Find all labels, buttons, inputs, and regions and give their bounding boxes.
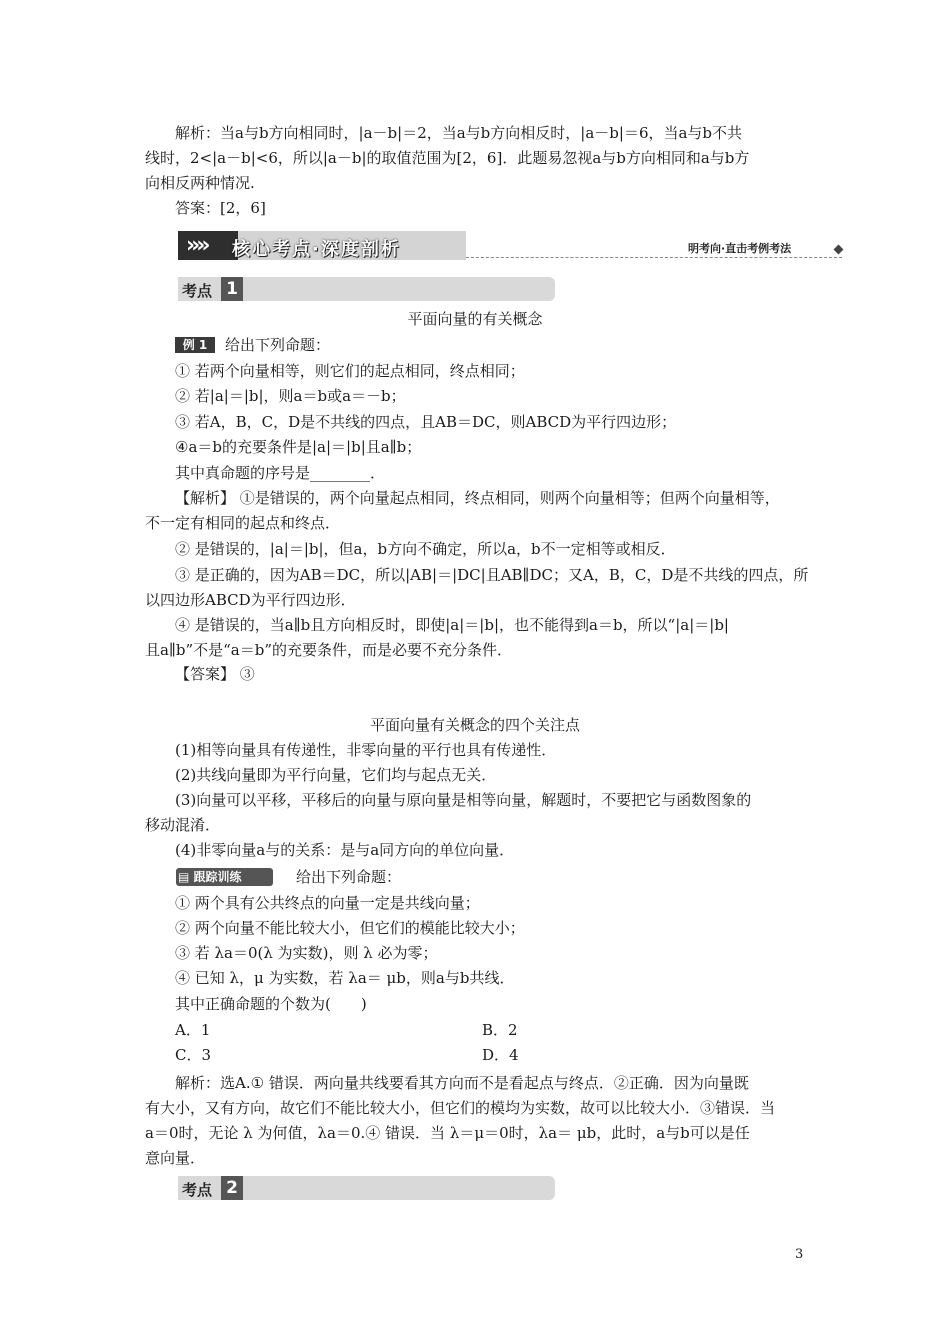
analysis-line: ② 是错误的，|a|＝|b|，但a，b方向不确定，所以a，b不一定相等或相反． (175, 540, 676, 558)
question: 其中真命题的序号是________． (175, 464, 386, 482)
option-d: D．4 (482, 1046, 519, 1064)
analysis-line: 【解析】 ①是错误的，两个向量起点相同，终点相同，则两个向量相等；但两个向量相等， (175, 489, 780, 507)
question: 其中正确命题的个数为( ) (175, 995, 367, 1013)
proposition: ② 若|a|＝|b|，则a＝b或a＝－b； (175, 387, 406, 405)
analysis-line: ④ 是错误的，当a∥b且方向相反时，即使|a|＝|b|，也不能得到a＝b，所以“|a|＝|b| (175, 616, 729, 634)
analysis-line: 不一定有相同的起点和终点． (145, 514, 341, 532)
option-c: C．3 (175, 1046, 212, 1064)
analysis-line: 以四边形ABCD为平行四边形． (145, 591, 356, 609)
training-badge (176, 868, 273, 886)
intro-line: 解析：当a与b方向相同时，|a－b|＝2，当a与b方向相反时，|a－b|＝6，当a与b不共 (175, 124, 743, 142)
diamond-icon (834, 245, 844, 255)
proposition: ② 两个向量不能比较大小，但它们的模能比较大小； (175, 919, 525, 937)
training-label: 跟踪训练 (193, 870, 242, 884)
note-item: (2)共线向量即为平行向量，它们均与起点无关． (175, 766, 497, 784)
proposition: ③ 若 λa＝0(λ 为实数)，则 λ 必为零； (175, 944, 438, 962)
proposition: ④ 已知 λ，μ 为实数，若 λa＝ μb，则a与b共线． (175, 969, 515, 987)
example-badge: 例 1 (175, 337, 215, 353)
page-number: 3 (795, 1247, 804, 1262)
example-intro: 给出下列命题： (225, 336, 331, 354)
intro-line: 线时，2<|a－b|<6，所以|a－b|的取值范围为[2，6]．此题易忽视a与b方向相同和a与b方 (145, 149, 750, 167)
section-label: 考点 (182, 282, 213, 300)
dotted-divider (466, 257, 842, 258)
note-item: (4)非零向量a与的关系：是与a同方向的单位向量． (175, 841, 515, 859)
proposition: ④a＝b的充要条件是|a|＝|b|且a∥b； (175, 438, 422, 456)
proposition: ③ 若A，B，C，D是不共线的四点，且AB＝DC，则ABCD为平行四边形； (175, 413, 677, 431)
banner-subtitle: 明考向·直击考例考法 (688, 242, 792, 255)
note-item: (1)相等向量具有传递性，非零向量的平行也具有传递性． (175, 741, 557, 759)
analysis-line: ③ 是正确的，因为AB＝DC，所以|AB|＝|DC|且AB∥DC；又A，B，C，D是不共线的四点，所 (175, 566, 809, 584)
notes-title: 平面向量有关概念的四个关注点 (369, 716, 580, 734)
analysis-line: a＝0时，无论 λ 为何值，λa＝0.④ 错误．当 λ＝μ＝0时，λa＝ μb，此时，a与b可以是任 (145, 1124, 750, 1142)
analysis-line: 意向量． (145, 1149, 206, 1167)
analysis-line: 且a∥b”不是“a＝b”的充要条件，而是必要不充分条件． (145, 641, 513, 659)
chevron-icon: »» (186, 233, 207, 258)
document-icon: ▤ (178, 870, 190, 884)
intro-line: 向相反两种情况. (145, 174, 255, 192)
analysis-line: 有大小，又有方向，故它们不能比较大小，但它们的模均为实数，故可以比较大小．③错误．当 (145, 1099, 776, 1117)
section-label: 考点 (182, 1181, 213, 1199)
answer: 【答案】 ③ (175, 665, 255, 683)
section-title: 平面向量的有关概念 (407, 310, 543, 328)
banner-title: 核心考点·深度剖析 (232, 239, 401, 260)
intro-answer: 答案：[2，6] (175, 199, 266, 217)
proposition: ① 若两个向量相等，则它们的起点相同，终点相同； (175, 362, 525, 380)
note-item: 移动混淆． (145, 816, 221, 834)
proposition: ① 两个具有公共终点的向量一定是共线向量； (175, 894, 480, 912)
analysis-line: 解析：选A.① 错误．两向量共线要看其方向而不是看起点与终点．②正确．因为向量既 (175, 1074, 749, 1092)
note-item: (3)向量可以平移，平移后的向量与原向量是相等向量，解题时，不要把它与函数图象的 (175, 791, 752, 809)
training-intro: 给出下列命题： (296, 868, 402, 886)
option-a: A．1 (175, 1021, 211, 1039)
section-number: 1 (221, 277, 243, 301)
option-b: B．2 (482, 1021, 518, 1039)
section-number: 2 (221, 1176, 243, 1200)
